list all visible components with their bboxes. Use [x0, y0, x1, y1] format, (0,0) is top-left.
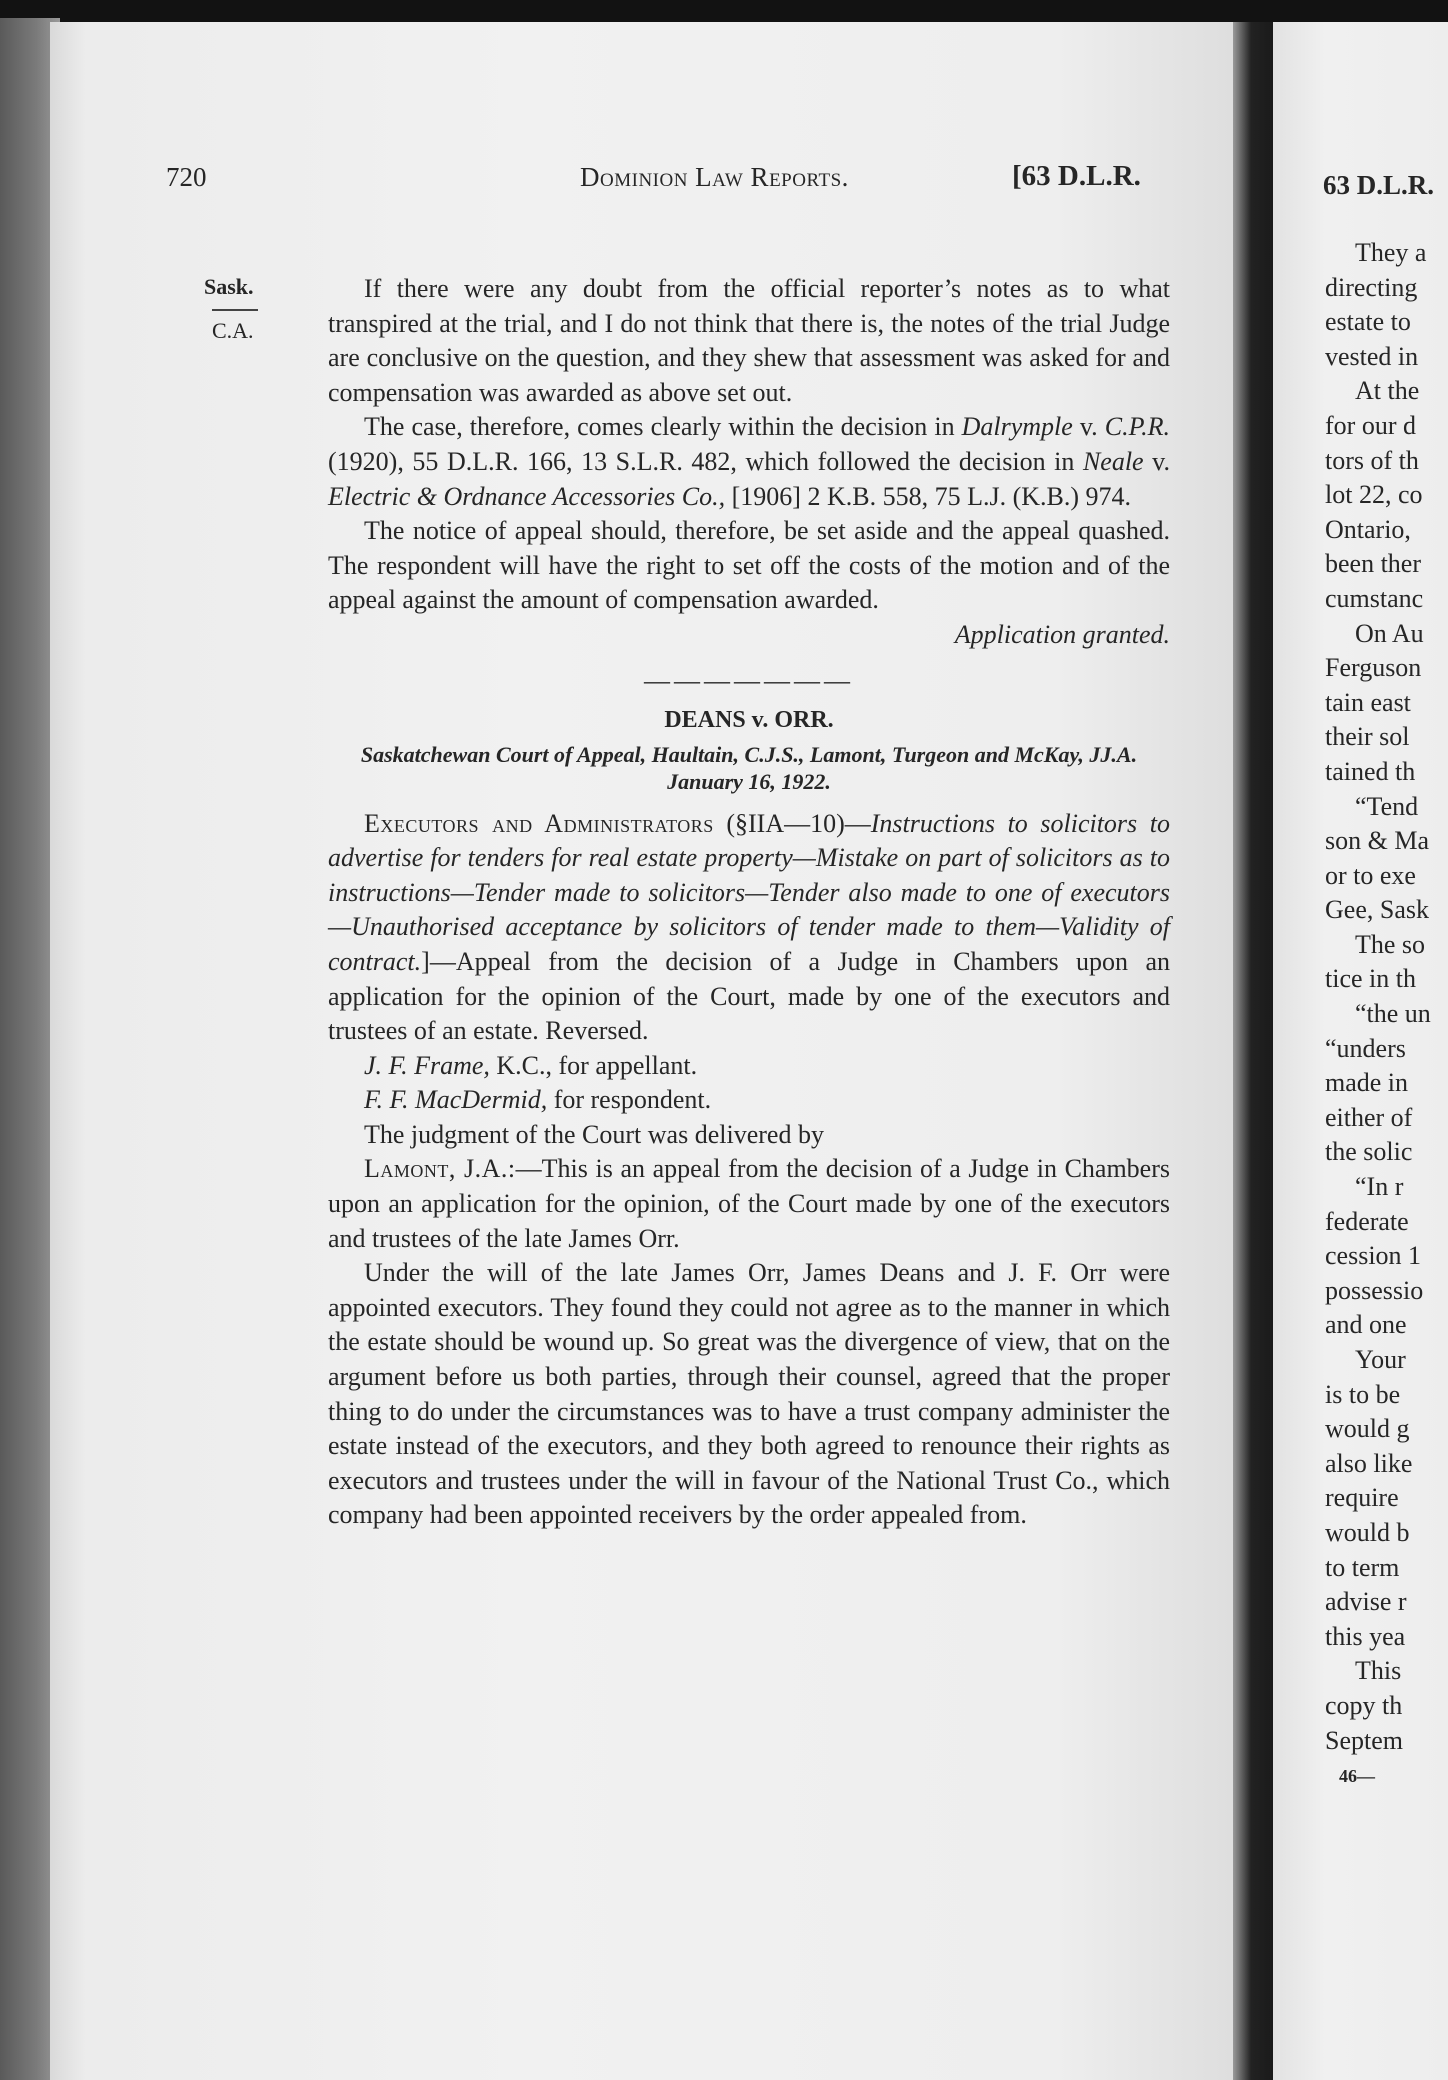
counsel-appellant: J. F. Frame, K.C., for appellant.	[364, 1050, 698, 1080]
section-separator: ———————	[644, 665, 854, 695]
rp-line: Your	[1355, 1345, 1406, 1374]
rp-line: would g	[1325, 1414, 1410, 1444]
volume-reference: [63 D.L.R.	[1012, 160, 1141, 192]
right-page-text	[1325, 236, 1431, 1758]
headnote: Executors and Administrators (§IIA—10)—Instructions to solicitors to advertise for tenders for real estate property—Mistake on part of solicitors as to instructions—Tender made to solicitors—Tender also made to one of executors—Unauthorised acceptance by solicitors of tender made to them—Validity of contract.]—Appeal from the decision of a Judge in Chambers upon an application for the opinion of the Court, made by one of the executors and trustees of an estate. Reversed.	[328, 808, 1170, 1046]
rp-line: made in	[1325, 1068, 1409, 1098]
margin-rule	[212, 309, 258, 311]
rp-line: son & Ma	[1325, 826, 1429, 856]
margin-court: C.A.	[212, 318, 254, 343]
paragraph-assessment: If there were any doubt from the official reporter’s notes as to what transpired at the trial, and I do not think that there is, the notes of the trial Judge are conclusive on the question, and they shew that assessment was asked for and compensation was awarded as above set out.	[328, 274, 1170, 407]
rp-line: “the un	[1355, 999, 1431, 1029]
rp-line: federate	[1325, 1206, 1409, 1236]
rp-line: At the	[1355, 376, 1420, 406]
paragraph-notice-of-appeal: The notice of appeal should, therefore, be set aside and the appeal quashed. The respondent will have the right to set off the costs of the motion and of the appeal against the amount of compensation awarded.	[328, 516, 1170, 615]
judgment-paragraph-1: Lamont, J.A.:—This is an appeal from the decision of a Judge in Chambers upon an application for the opinion, of the Court made by one of the executors and trustees of the late James Orr.	[328, 1154, 1171, 1253]
case-title: DEANS v. ORR.	[664, 706, 834, 733]
rp-line: “unders	[1325, 1033, 1406, 1063]
rp-line: or to exe	[1325, 860, 1416, 890]
right-page-signature: 46—	[1339, 1766, 1375, 1786]
rp-line: vested in	[1325, 341, 1419, 371]
counsel-respondent: F. F. MacDermid, for respondent.	[364, 1085, 712, 1115]
rp-line: cumstanc	[1325, 583, 1424, 613]
rp-line: this yea	[1325, 1621, 1406, 1651]
right-page-header: 63 D.L.R.	[1323, 170, 1435, 200]
rp-line: been ther	[1325, 549, 1422, 579]
delivered-by: The judgment of the Court was delivered by	[364, 1119, 824, 1149]
rp-line: On Au	[1355, 618, 1424, 648]
rp-line: directing	[1325, 272, 1418, 302]
rp-line: and one	[1325, 1310, 1407, 1340]
rp-line: tain east	[1325, 687, 1411, 717]
rp-line: “In r	[1355, 1172, 1404, 1202]
rp-line: “Tend	[1355, 791, 1419, 821]
rp-line: Ontario,	[1325, 514, 1411, 544]
right-page	[1273, 22, 1448, 2080]
rp-line: Gee, Sask	[1325, 895, 1429, 925]
paragraph-decision: The case, therefore, comes clearly within the decision in Dalrymple v. C.P.R. (1920), 55 D.L.R. 166, 13 S.L.R. 482, which followed the decision in Neale v. Electric & Ordnance Accessories Co., [1906] 2 K.B. 558, 75 L.J. (K.B.) 974.	[328, 412, 1170, 511]
rp-line: advise r	[1325, 1587, 1407, 1617]
rp-line: tors of th	[1325, 445, 1419, 475]
rp-line: the solic	[1325, 1137, 1413, 1167]
top-scan-border	[0, 0, 1448, 22]
rp-line: require	[1325, 1483, 1399, 1513]
rp-line: estate to	[1325, 307, 1411, 337]
rp-line: lot 22, co	[1325, 480, 1423, 510]
margin-province: Sask.	[204, 274, 254, 299]
left-page	[50, 22, 1233, 2080]
rp-line: possessio	[1325, 1275, 1424, 1305]
rp-line: their sol	[1325, 722, 1410, 752]
rp-line: would b	[1325, 1517, 1410, 1547]
text-column	[328, 272, 1170, 1533]
rp-line: Septem	[1325, 1725, 1403, 1755]
rp-line: is to be	[1325, 1379, 1401, 1409]
rp-line: The so	[1355, 929, 1426, 959]
page-number: 720	[166, 162, 207, 192]
rp-line: to term	[1325, 1552, 1400, 1582]
rp-line: They a	[1355, 238, 1427, 267]
rp-line: tice in th	[1325, 964, 1416, 994]
rp-line: copy th	[1325, 1690, 1403, 1720]
court-line: Saskatchewan Court of Appeal, Haultain, C.J.S., Lamont, Turgeon and McKay, JJ.A. January 16, 1922.	[360, 741, 1138, 794]
running-head: Dominion Law Reports.	[580, 162, 849, 192]
rp-line: either of	[1325, 1102, 1413, 1132]
rp-line: for our d	[1325, 410, 1416, 440]
rp-line: also like	[1325, 1448, 1413, 1478]
rp-line: cession 1	[1325, 1241, 1422, 1271]
rp-line: Ferguson	[1325, 653, 1422, 683]
rp-line: This	[1355, 1656, 1402, 1686]
disposition: Application granted.	[954, 619, 1170, 649]
judgment-paragraph-2: Under the will of the late James Orr, James Deans and J. F. Orr were appointed executors. They found they could not agree as to the manner in which the estate should be wound up. So great was the divergence of view, that on the argument before us both parties, through their counsel, agreed that the proper thing to do under the circumstances was to have a trust company administer the estate instead of the executors, and they both agreed to renounce their rights as executors and trustees under the will in favour of the National Trust Co., which company had been appointed receivers by the order appealed from.	[328, 1258, 1170, 1530]
book-gutter	[1233, 22, 1273, 2080]
rp-line: tained th	[1325, 756, 1416, 786]
